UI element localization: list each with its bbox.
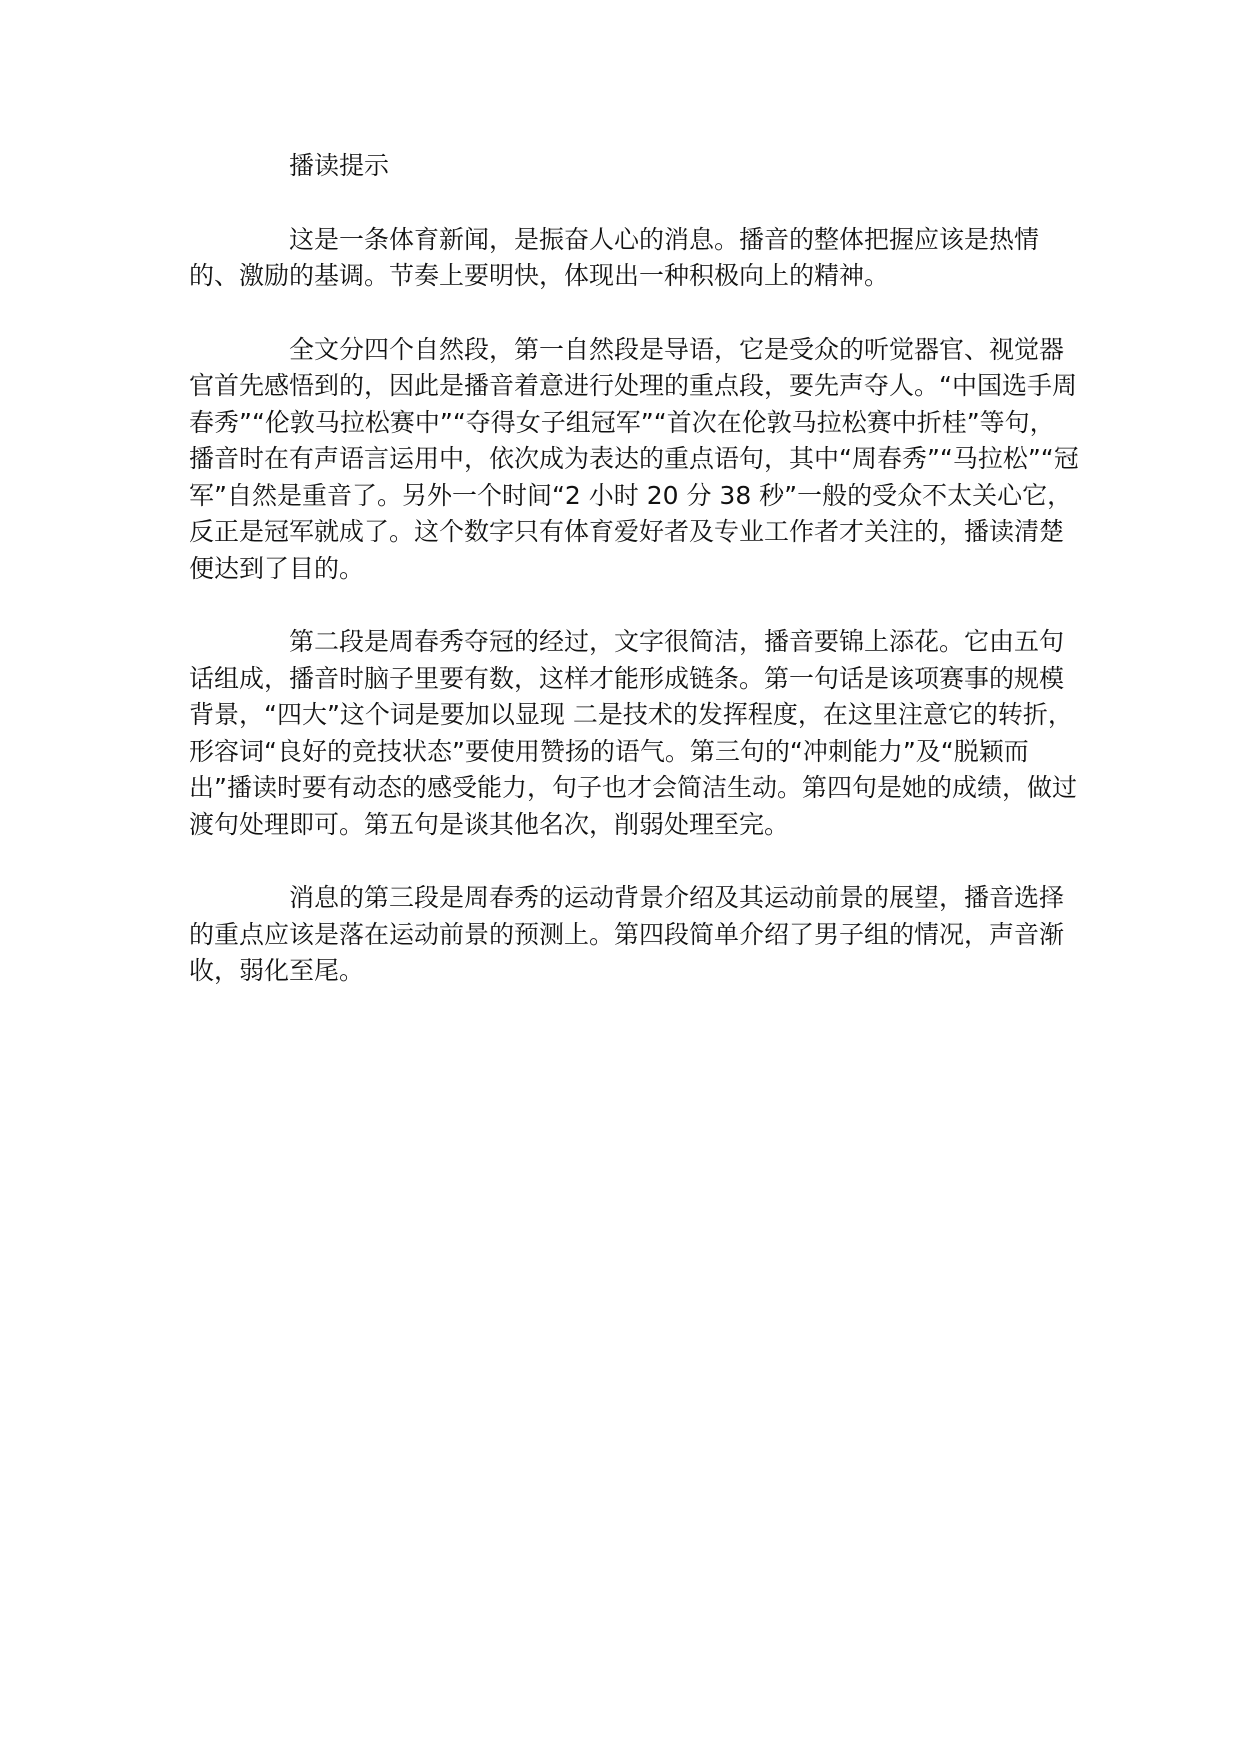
paragraph-third-fourth-section: 消息的第三段是周春秀的运动背景介绍及其运动前景的展望，播音选择的重点应该是落在运动前景的预测上。第四段简单介绍了男子组的情况，声音渐收，弱化至尾。 [189, 883, 1065, 985]
document-heading: 播读提示 [289, 151, 390, 180]
paragraph-second-section: 第二段是周春秀夺冠的经过，文字很简洁，播音要锦上添花。它由五句话组成，播音时脑子里要有数，这样才能形成链条。第一句话是该项赛事的规模背景，“四大”这个词是要加以显现 二是技术的发挥程度，在这里注意它的转折，形容词“良好的竞技状态”要使用赞扬的语气。第三句的“冲刺能力”及“脱颖而出”播读时要有动态的感受能力，句子也才会简洁生动。第四句是她的成绩，做过渡句处理即可。第五句是谈其他名次，削弱处理至完。 [189, 627, 1077, 839]
paragraph-tone: 这是一条体育新闻，是振奋人心的消息。播音的整体把握应该是热情的、激励的基调。节奏上要明快，体现出一种积极向上的精神。 [189, 224, 1040, 290]
paragraph-first-section: 全文分四个自然段，第一自然段是导语，它是受众的听觉器官、视觉器官首先感悟到的，因此是播音着意进行处理的重点段，要先声夺人。“中国选手周春秀”“伦敦马拉松赛中”“夺得女子组冠军”“首次在伦敦马拉松赛中折桂”等句，播音时在有声语言运用中，依次成为表达的重点语句，其中“周春秀”“马拉松”“冠军”自然是重音了。另外一个时间“2 小时 20 分 38 秒”一般的受众不太关心它，反正是冠军就成了。这个数字只有体育爱好者及专业工作者才关注的，播读清楚便达到了目的。 [189, 334, 1079, 583]
document-body [189, 148, 1079, 1027]
